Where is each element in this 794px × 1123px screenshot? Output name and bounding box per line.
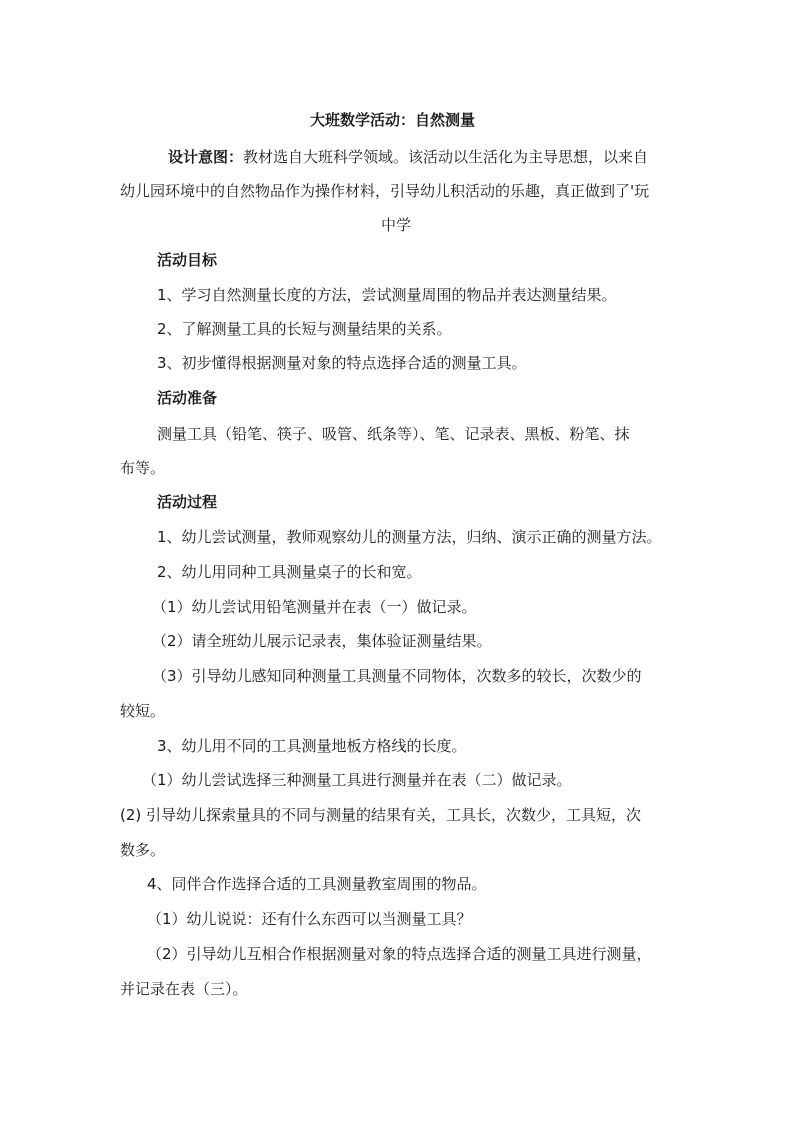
process-line: 并记录在表（三）。 (120, 980, 248, 998)
prep-heading: 活动准备 (157, 389, 218, 407)
process-line: 3、幼儿用不同的工具测量地板方格线的长度。 (157, 737, 467, 755)
goal-item-1: 1、学习自然测量长度的方法，尝试测量周围的物品并表达测量结果。 (157, 286, 617, 304)
process-line: （3）引导幼儿感知同种测量工具测量不同物体，次数多的较长，次数少的 (152, 667, 642, 685)
prep-text-2: 布等。 (120, 459, 166, 477)
process-heading: 活动过程 (157, 493, 218, 511)
goals-heading: 活动目标 (157, 251, 218, 269)
process-line: 数多。 (120, 841, 166, 859)
goal-item-3: 3、初步懂得根据测量对象的特点选择合适的测量工具。 (157, 354, 527, 372)
intro-text-3: 中学 (381, 216, 412, 234)
goal-item-2: 2、了解测量工具的长短与测量结果的关系。 (157, 320, 452, 338)
process-line: （2）引导幼儿互相合作根据测量对象的特点选择合适的测量工具进行测量， (147, 945, 652, 963)
process-line: （2）请全班幼儿展示记录表，集体验证测量结果。 (152, 632, 492, 650)
process-line: (2) 引导幼儿探索量具的不同与测量的结果有关，工具长，次数少，工具短，次 (120, 806, 642, 824)
process-line: 2、幼儿用同种工具测量桌子的长和宽。 (157, 563, 422, 581)
document-title: 大班数学活动：自然测量 (310, 111, 476, 129)
process-line: 4、同伴合作选择合适的工具测量教室周围的物品。 (147, 875, 487, 893)
intro-text-1: 教材选自大班科学领域。该活动以生活化为主导思想，以来自 (243, 148, 649, 166)
process-line: （1）幼儿尝试用铅笔测量并在表（一）做记录。 (152, 598, 477, 616)
process-line: 较短。 (120, 702, 166, 720)
intro-first-line (168, 147, 648, 167)
intro-text-2: 幼儿园环境中的自然物品作为操作材料，引导幼儿积活动的乐趣，真正做到了'玩 (120, 182, 650, 200)
prep-text-1: 测量工具（铅笔、筷子、吸管、纸条等）、笔、记录表、黑板、粉笔、抹 (157, 425, 630, 443)
process-line: 1、幼儿尝试测量，教师观察幼儿的测量方法，归纳、演示正确的测量方法。 (157, 528, 662, 546)
intro-label: 设计意图： (168, 148, 244, 166)
process-line: （1）幼儿说说：还有什么东西可以当测量工具？ (147, 910, 472, 928)
process-line: （1）幼儿尝试选择三种测量工具进行测量并在表（二）做记录。 (142, 771, 572, 789)
